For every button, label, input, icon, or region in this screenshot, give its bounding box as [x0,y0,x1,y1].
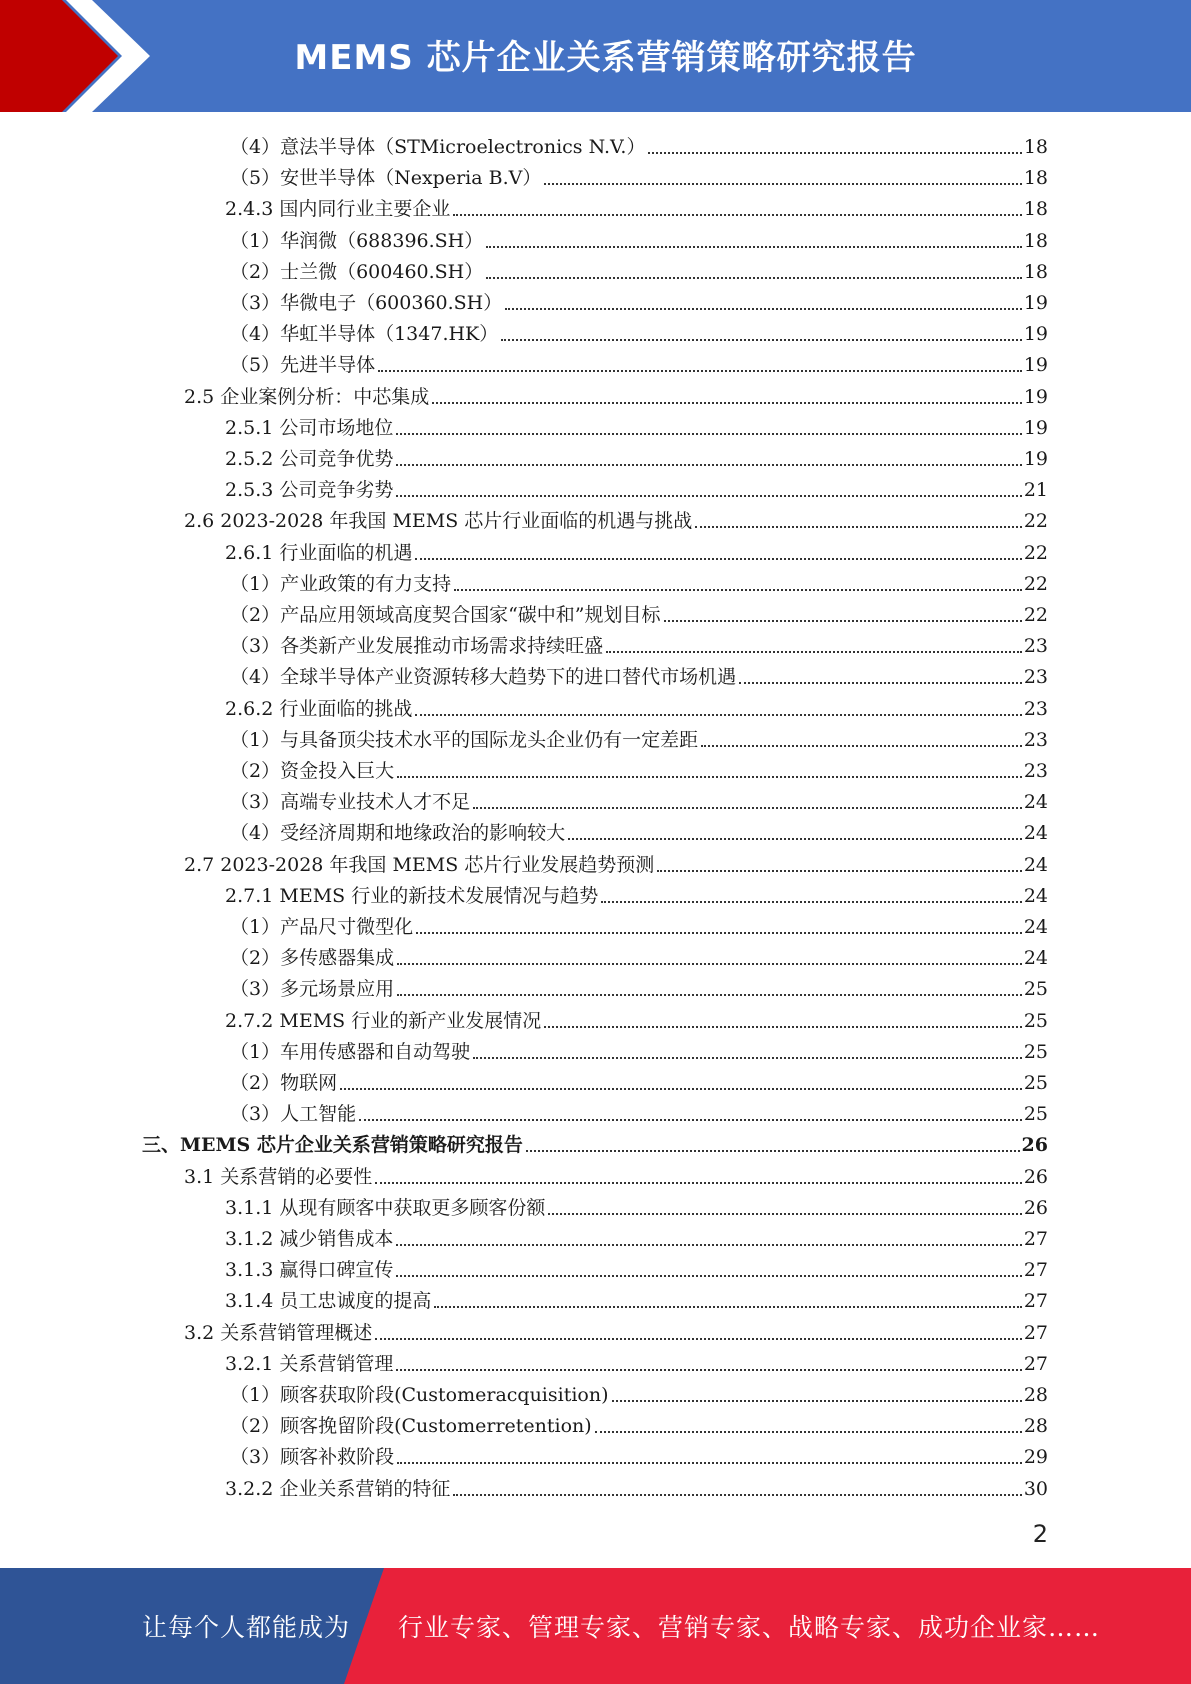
toc-entry[interactable] [230,1033,1048,1064]
toc-leader-dots [473,1057,1022,1059]
toc-entry-label: （3）人工智能 [230,1103,357,1125]
toc-entry[interactable] [230,783,1048,814]
toc-leader-dots [397,963,1022,965]
toc-entry-page: 19 [1023,323,1048,345]
toc-entry-label: 3.1.2 减少销售成本 [225,1228,394,1250]
toc-entry[interactable] [184,378,1048,409]
footer-slogan-left: 让每个人都能成为 [142,1613,351,1642]
toc-entry[interactable] [230,721,1048,752]
toc-entry[interactable] [230,346,1048,377]
toc-entry-label: 3.2.1 关系营销管理 [225,1353,394,1375]
toc-entry-page: 25 [1023,978,1048,1000]
toc-entry[interactable] [225,534,1048,565]
toc-leader-dots [453,1494,1021,1496]
toc-leader-dots [396,495,1021,497]
toc-entry-page: 26 [1023,1197,1048,1219]
toc-entry-page: 18 [1023,198,1048,220]
toc-entry-page: 28 [1023,1384,1048,1406]
toc-entry-label: （2）顾客挽留阶段(Customerretention) [230,1415,592,1437]
toc-entry[interactable] [230,159,1048,190]
toc-entry-label: 2.5.3 公司竞争劣势 [225,479,394,501]
toc-entry-label: （4）华虹半导体（1347.HK） [230,323,499,345]
toc-entry-label: （5）安世半导体（Nexperia B.V） [230,167,542,189]
toc-leader-dots [657,870,1022,872]
toc-leader-dots [544,183,1021,185]
toc-entry-label: （4）全球半导体产业资源转移大趋势下的进口替代市场机遇 [230,666,737,688]
toc-entry[interactable] [225,1002,1048,1033]
toc-entry-label: （2）多传感器集成 [230,947,395,969]
toc-entry-page: 23 [1023,729,1048,751]
toc-entry-label: 2.7 2023-2028 年我国 MEMS 芯片行业发展趋势预测 [184,854,655,876]
toc-entry-page: 24 [1023,916,1048,938]
toc-entry-label: （1）与具备顶尖技术水平的国际龙头企业仍有一定差距 [230,729,699,751]
toc-leader-dots [396,1275,1021,1277]
toc-entry-page: 29 [1023,1446,1048,1468]
toc-entry[interactable] [225,190,1048,221]
toc-entry-page: 19 [1023,386,1048,408]
toc-entry-label: 2.4.3 国内同行业主要企业 [225,198,451,220]
toc-leader-dots [432,402,1022,404]
toc-entry-page: 18 [1023,230,1048,252]
toc-entry-label: 2.5.1 公司市场地位 [225,417,394,439]
toc-entry-page: 25 [1023,1103,1048,1125]
toc-entry[interactable] [230,752,1048,783]
toc-entry[interactable] [142,1126,1048,1157]
toc-entry[interactable] [225,1345,1048,1376]
toc-entry[interactable] [225,1282,1048,1313]
toc-leader-dots [453,214,1021,216]
toc-entry[interactable] [230,1064,1048,1095]
toc-entry-label: （3）华微电子（600360.SH） [230,292,503,314]
toc-entry-label: （3）顾客补救阶段 [230,1446,395,1468]
toc-entry-label: （3）各类新产业发展推动市场需求持续旺盛 [230,635,604,657]
toc-entry[interactable] [230,128,1048,159]
toc-entry[interactable] [225,1220,1048,1251]
toc-entry-page: 28 [1023,1415,1048,1437]
toc-entry-label: （1）车用传感器和自动驾驶 [230,1041,471,1063]
toc-leader-dots [544,1026,1022,1028]
toc-entry-page: 25 [1023,1041,1048,1063]
toc-entry-page: 24 [1023,947,1048,969]
toc-entry-page: 27 [1023,1322,1048,1344]
toc-entry-page: 30 [1023,1478,1048,1500]
toc-entry[interactable] [225,690,1048,721]
toc-entry[interactable] [184,502,1048,533]
toc-entry-label: 三、MEMS 芯片企业关系营销策略研究报告 [142,1134,523,1156]
toc-entry[interactable] [184,1314,1048,1345]
toc-leader-dots [416,932,1022,934]
toc-leader-dots [396,433,1021,435]
toc-entry[interactable] [184,1158,1048,1189]
toc-leader-dots [378,370,1022,372]
toc-entry-page: 21 [1023,479,1048,501]
toc-entry[interactable] [230,939,1048,970]
toc-entry-page: 22 [1023,604,1048,626]
toc-entry-label: （2）产品应用领域高度契合国家“碳中和”规划目标 [230,604,661,626]
toc-entry[interactable] [225,409,1048,440]
toc-entry-label: （3）高端专业技术人才不足 [230,791,471,813]
toc-entry-label: （1）顾客获取阶段(Customeracquisition) [230,1384,609,1406]
toc-entry-page: 24 [1023,822,1048,844]
toc-entry-page: 18 [1023,167,1048,189]
toc-entry-page: 19 [1023,417,1048,439]
toc-entry[interactable] [225,471,1048,502]
toc-entry-label: 2.5 企业案例分析：中芯集成 [184,386,430,408]
toc-leader-dots [505,308,1022,310]
toc-leader-dots [595,1431,1022,1433]
toc-entry-page: 23 [1023,666,1048,688]
toc-entry-page: 19 [1023,354,1048,376]
toc-entry-label: 2.7.2 MEMS 行业的新产业发展情况 [225,1010,542,1032]
toc-leader-dots [486,246,1022,248]
toc-entry-label: （1）华润微（688396.SH） [230,230,484,252]
toc-entry-label: （4）意法半导体（STMicroelectronics N.V.） [230,136,646,158]
toc-entry-label: 2.6.2 行业面临的挑战 [225,698,413,720]
toc-entry-page: 23 [1023,698,1048,720]
toc-entry[interactable] [230,596,1048,627]
toc-leader-dots [415,714,1021,716]
toc-entry[interactable] [230,658,1048,689]
toc-entry-label: （2）物联网 [230,1072,338,1094]
toc-entry[interactable] [230,284,1048,315]
toc-entry[interactable] [230,970,1048,1001]
toc-entry[interactable] [230,908,1048,939]
toc-entry[interactable] [225,1189,1048,1220]
toc-leader-dots [415,558,1021,560]
toc-entry-page: 27 [1023,1259,1048,1281]
toc-leader-dots [375,1338,1022,1340]
toc-leader-dots [340,1088,1022,1090]
toc-entry-page: 27 [1023,1228,1048,1250]
toc-entry-label: 3.2.2 企业关系营销的特征 [225,1478,451,1500]
toc-entry[interactable] [230,1438,1048,1469]
toc-leader-dots [359,1119,1022,1121]
toc-entry-label: （2）资金投入巨大 [230,760,395,782]
header-banner [0,0,1191,112]
toc-entry-page: 18 [1023,261,1048,283]
toc-entry[interactable] [184,846,1048,877]
toc-entry-page: 19 [1023,448,1048,470]
toc-leader-dots [501,339,1022,341]
toc-entry-page: 22 [1023,542,1048,564]
toc-entry-label: （2）士兰微（600460.SH） [230,261,484,283]
toc-entry-label: 2.6.1 行业面临的机遇 [225,542,413,564]
toc-entry[interactable] [230,222,1048,253]
toc-entry-label: 3.2 关系营销管理概述 [184,1322,373,1344]
toc-leader-dots [739,682,1022,684]
toc-entry-label: （5）先进半导体 [230,354,376,376]
toc-entry-page: 19 [1023,292,1048,314]
toc-leader-dots [397,776,1022,778]
toc-entry-label: 2.5.2 公司竞争优势 [225,448,394,470]
toc-leader-dots [606,651,1022,653]
toc-entry[interactable] [225,877,1048,908]
toc-entry-page: 25 [1023,1010,1048,1032]
toc-entry-page: 22 [1023,573,1048,595]
toc-leader-dots [375,1182,1022,1184]
toc-entry-page: 25 [1023,1072,1048,1094]
toc-entry-page: 22 [1023,510,1048,532]
toc-entry-page: 24 [1023,885,1048,907]
toc-entry[interactable] [230,1095,1048,1126]
toc-entry-page: 24 [1023,791,1048,813]
toc-leader-dots [568,838,1022,840]
footer-banner [0,1568,1191,1684]
header-title: MEMS 芯片企业关系营销策略研究报告 [294,37,917,78]
toc-entry-page: 26 [1023,1166,1048,1188]
toc-entry[interactable] [230,253,1048,284]
toc-entry[interactable] [230,1407,1048,1438]
toc-entry-page: 27 [1023,1353,1048,1375]
toc-entry-label: （3）多元场景应用 [230,978,395,1000]
toc-entry[interactable] [225,1251,1048,1282]
toc-entry-label: （4）受经济周期和地缘政治的影响较大 [230,822,566,844]
toc-entry[interactable] [230,814,1048,845]
toc-leader-dots [396,1369,1021,1371]
toc-leader-dots [701,745,1022,747]
toc-leader-dots [601,901,1022,903]
toc-leader-dots [486,277,1022,279]
toc-entry-label: （1）产业政策的有力支持 [230,573,452,595]
toc-entry[interactable] [225,1470,1048,1501]
toc-leader-dots [454,589,1022,591]
toc-entry-label: （1）产品尺寸微型化 [230,916,414,938]
toc-leader-dots [396,464,1021,466]
toc-entry-page: 27 [1023,1290,1048,1312]
toc-entry-page: 18 [1023,136,1048,158]
toc-entry-page: 24 [1023,854,1048,876]
page-number: 2 [1032,1520,1048,1548]
toc-entry[interactable] [225,440,1048,471]
toc-leader-dots [396,1244,1021,1246]
toc-leader-dots [648,152,1021,154]
toc-entry-label: 3.1.3 赢得口碑宣传 [225,1259,394,1281]
toc-leader-dots [473,807,1022,809]
toc-leader-dots [695,526,1022,528]
toc-entry-label: 3.1.1 从现有顾客中获取更多顾客份额 [225,1197,546,1219]
toc-entry[interactable] [230,627,1048,658]
toc-leader-dots [397,1462,1022,1464]
toc-entry-page: 26 [1021,1134,1048,1156]
toc-entry[interactable] [230,1376,1048,1407]
footer-slogan-right: 行业专家、管理专家、营销专家、战略专家、成功企业家…… [398,1613,1101,1642]
toc-leader-dots [397,994,1022,996]
toc-entry-page: 23 [1023,760,1048,782]
toc-leader-dots [548,1213,1021,1215]
toc-entry-label: 2.6 2023-2028 年我国 MEMS 芯片行业面临的机遇与挑战 [184,510,693,532]
toc-entry[interactable] [230,565,1048,596]
toc-leader-dots [526,1150,1020,1152]
toc-leader-dots [664,620,1022,622]
toc-entry[interactable] [230,315,1048,346]
toc-leader-dots [434,1306,1021,1308]
toc-entry-page: 23 [1023,635,1048,657]
toc-entry-label: 3.1 关系营销的必要性 [184,1166,373,1188]
toc-entry-label: 3.1.4 员工忠诚度的提高 [225,1290,432,1312]
toc-entry-label: 2.7.1 MEMS 行业的新技术发展情况与趋势 [225,885,599,907]
toc-leader-dots [612,1400,1022,1402]
